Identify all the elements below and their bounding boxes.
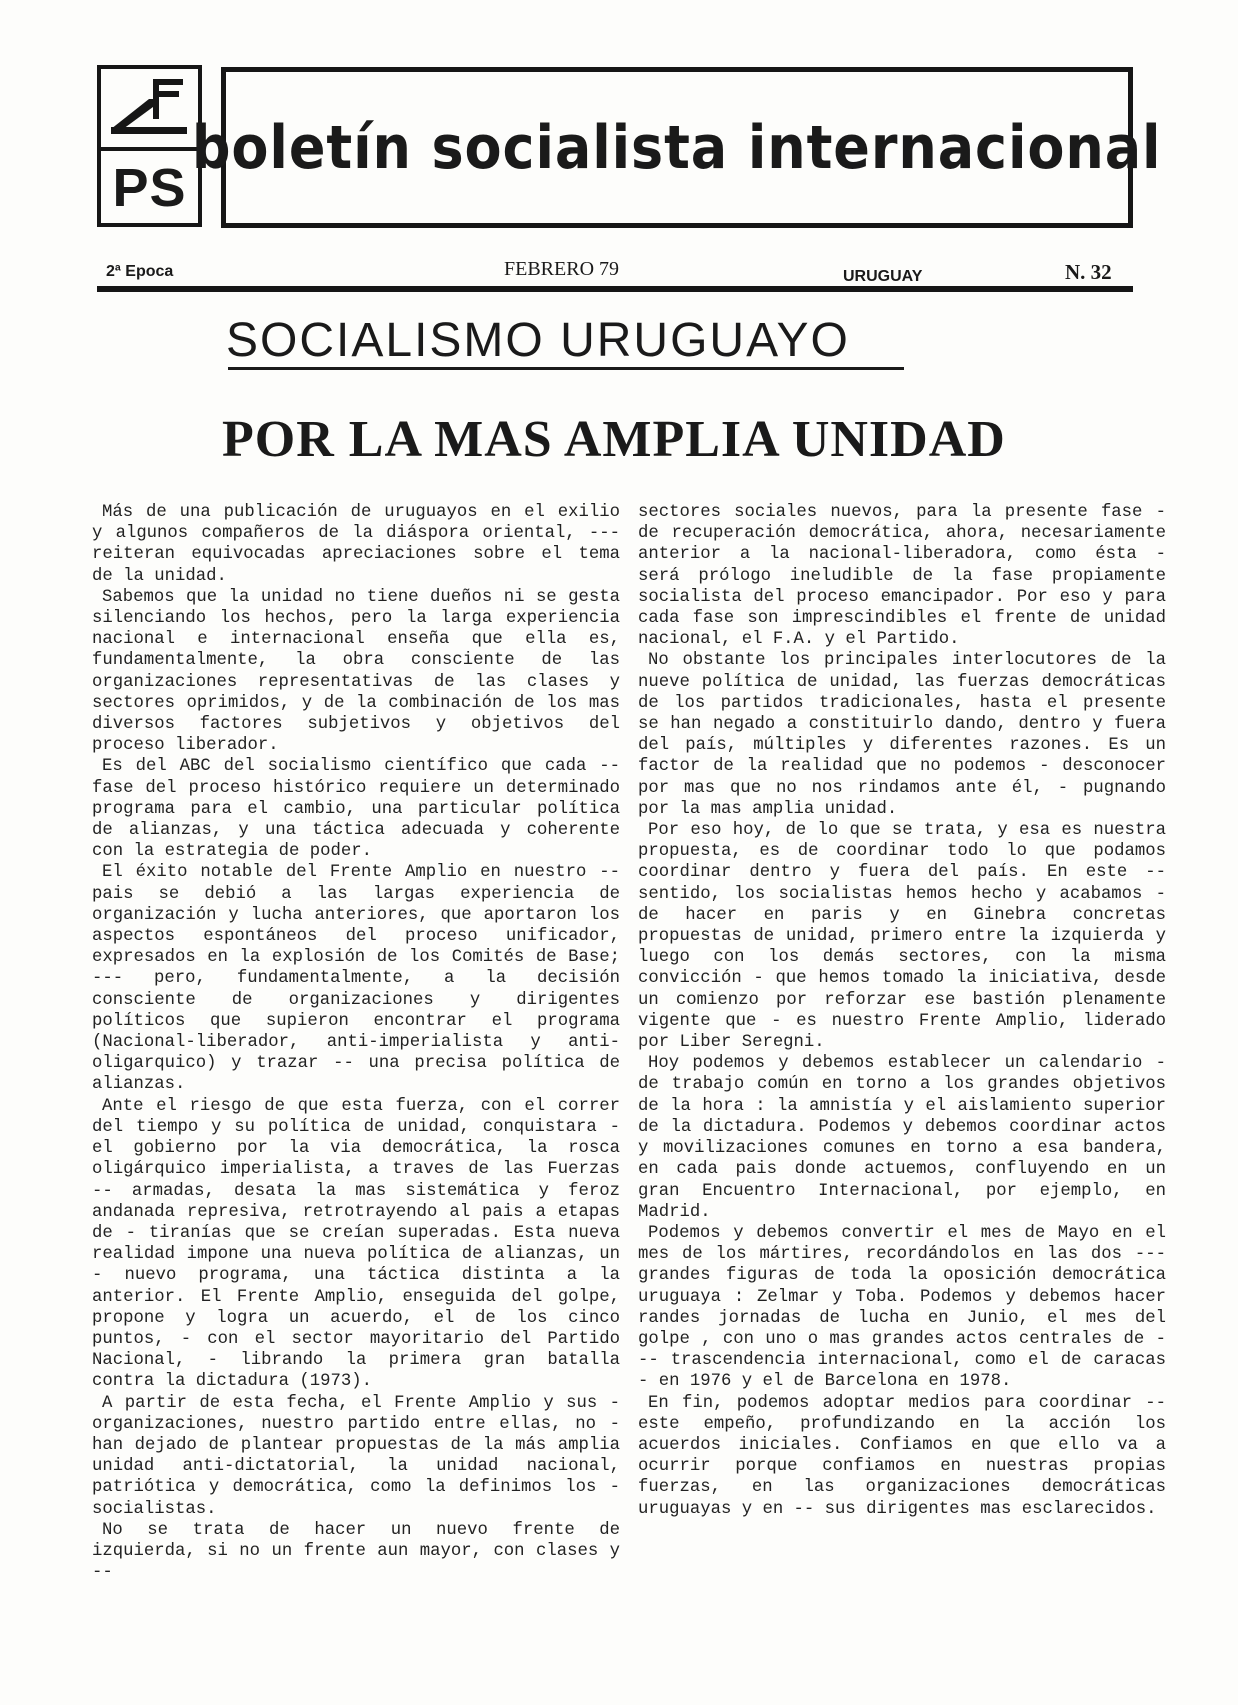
- paragraph: Sabemos que la unidad no tiene dueños ni se gesta silenciando los hechos, pero la larga experiencia nacional e internacional enseña que ella es, fundamentalmente, la obra consciente de las organizaciones representativas de las clases y sectores oprimidos, y de la combinación de los mas diversos factores subjetivos y objetivos del proceso liberador.: [92, 587, 620, 756]
- issue-country: URUGUAY: [843, 268, 923, 285]
- paragraph: Ante el riesgo de que esta fuerza, con el correr del tiempo y su política de unidad, conquistara - el gobierno por la via democrática, la rosca oligárquico imperialista, a traves de las Fuerzas -- armadas, desata la mas sistemática y feroz andanada represiva, retrotrayendo al pais a etapas de - tiranías que se creían superadas. Esta nueva realidad impone una nueva política de alianzas, un - nuevo programa, una táctica distinta a la anterior. El Frente Amplio, enseguida del golpe, propone y logra un acuerdo, el de los cinco puntos, - con el sector mayoritario del Partido Nacional, - librando la primera gran batalla contra la dictadura (1973).: [92, 1096, 620, 1392]
- paragraph: Podemos y debemos convertir el mes de Mayo en el mes de los mártires, recordándolos en las dos --- grandes figuras de toda la oposición democrática uruguaya : Zelmar y Toba. Podemos y debemos hacer randes jornadas de lucha en Junio, el mes del golpe , con uno o mas grandes actos centrales de --- trascendencia internacional, como el de caracas - en 1976 y el de Barcelona en 1978.: [638, 1223, 1166, 1392]
- article-column-left: [92, 502, 620, 1583]
- paragraph: Por eso hoy, de lo que se trata, y esa es nuestra propuesta, es de coordinar todo lo que podamos coordinar dentro y fuera del país. En este -- sentido, los socialistas hemos hecho y acabamos - de hacer en paris y en Ginebra concretas propuestas de unidad, primero entre la izquierda y luego con los demás sectores, con la misma convicción - que hemos tomado la iniciativa, desde un comienzo por reforzar ese bastión plenamente vigente que - es nuestro Frente Amplio, liderado por Liber Seregni.: [638, 821, 1166, 1053]
- issue-number: N. 32: [1065, 260, 1112, 284]
- hammer-emblem-icon: [109, 77, 191, 137]
- section-heading: SOCIALISMO URUGUAYO: [226, 314, 850, 367]
- article-headline: POR LA MAS AMPLIA UNIDAD: [222, 411, 1006, 468]
- issue-epoca: 2ª Epoca: [106, 263, 174, 280]
- paragraph: Más de una publicación de uruguayos en el exilio y algunos compañeros de la diáspora oriental, --- reiteran equivocadas apreciaciones sobre el tema de la unidad.: [92, 503, 620, 586]
- logo-emblem: [101, 69, 198, 151]
- paragraph: No obstante los principales interlocutores de la nueve política de unidad, las fuerzas democráticas de los partidos tradicionales, hasta el presente se han negado a constituirlo dando, dentro y fuera del país, múltiples y diferentes razones. Es un factor de la realidad que no podemos - desconocer por mas que no nos rindamos ante él, - pugnando por la mas amplia unidad.: [638, 651, 1166, 819]
- header-rule: [97, 286, 1133, 292]
- logo-ps-text: PS: [112, 158, 187, 218]
- paragraph: En fin, podemos adoptar medios para coordinar -- este empeño, profundizando en la acción los acuerdos iniciales. Confiamos en que ello va a ocurrir porque confiamos en nuestras propias fuerzas, en las organizaciones democráticas uruguayas y en -- sus dirigentes mas esclarecidos.: [638, 1393, 1166, 1519]
- paragraph: No se trata de hacer un nuevo frente de izquierda, si no un frente aun mayor, con clases y --: [92, 1520, 620, 1583]
- paragraph: A partir de esta fecha, el Frente Amplio y sus - organizaciones, nuestro partido entre ellas, no - han dejado de plantear propuestas de la más amplia unidad anti-dictatorial, la unidad nacional, patriótica y democrática, como la definimos los - socialistas.: [92, 1393, 620, 1519]
- paragraph: Es del ABC del socialismo científico que cada -- fase del proceso histórico requiere un determinado programa para el cambio, una particular política de alianzas, y una táctica adecuada y coherente con la estrategia de poder.: [92, 757, 620, 862]
- article-column-right: [638, 502, 1166, 1520]
- section-underline: [228, 367, 904, 370]
- issue-date: FEBRERO 79: [504, 258, 620, 280]
- paragraph: El éxito notable del Frente Amplio en nuestro -- pais se debió a las largas experiencia de organización y lucha anteriores, que aportaron los aspectos espontáneos del proceso unificador, expresados en la explosión de los Comités de Base; --- pero, fundamentalmente, a la decisión consciente de organizaciones y dirigentes políticos que supieron encontrar el programa (Nacional-liberador, anti-imperialista y anti-oligarquico) y trazar -- una precisa política de alianzas.: [92, 863, 620, 1095]
- ps-logo: [97, 65, 202, 227]
- masthead-title: boletín socialista internacional: [192, 112, 1162, 183]
- masthead-title-box: [192, 67, 1162, 228]
- paragraph: sectores sociales nuevos, para la presente fase - de recuperación democrática, ahora, necesariamente anterior a la nacional-liberadora, como ésta - será prólogo ineludible de la fase propiamente socialista del proceso emancipador. Por eso y para cada fase son imprescindibles el frente de unidad nacional, el F.A. y el Partido.: [638, 503, 1166, 650]
- paragraph: Hoy podemos y debemos establecer un calendario - de trabajo común en torno a los grandes objetivos de la hora : la amnistía y el aislamiento superior de la dictadura. Podemos y debemos coordinar actos y movilizaciones comunes en torno a esa bandera, en cada pais donde actuemos, confluyendo en un gran Encuentro Internacional, por ejemplo, en Madrid.: [638, 1054, 1166, 1222]
